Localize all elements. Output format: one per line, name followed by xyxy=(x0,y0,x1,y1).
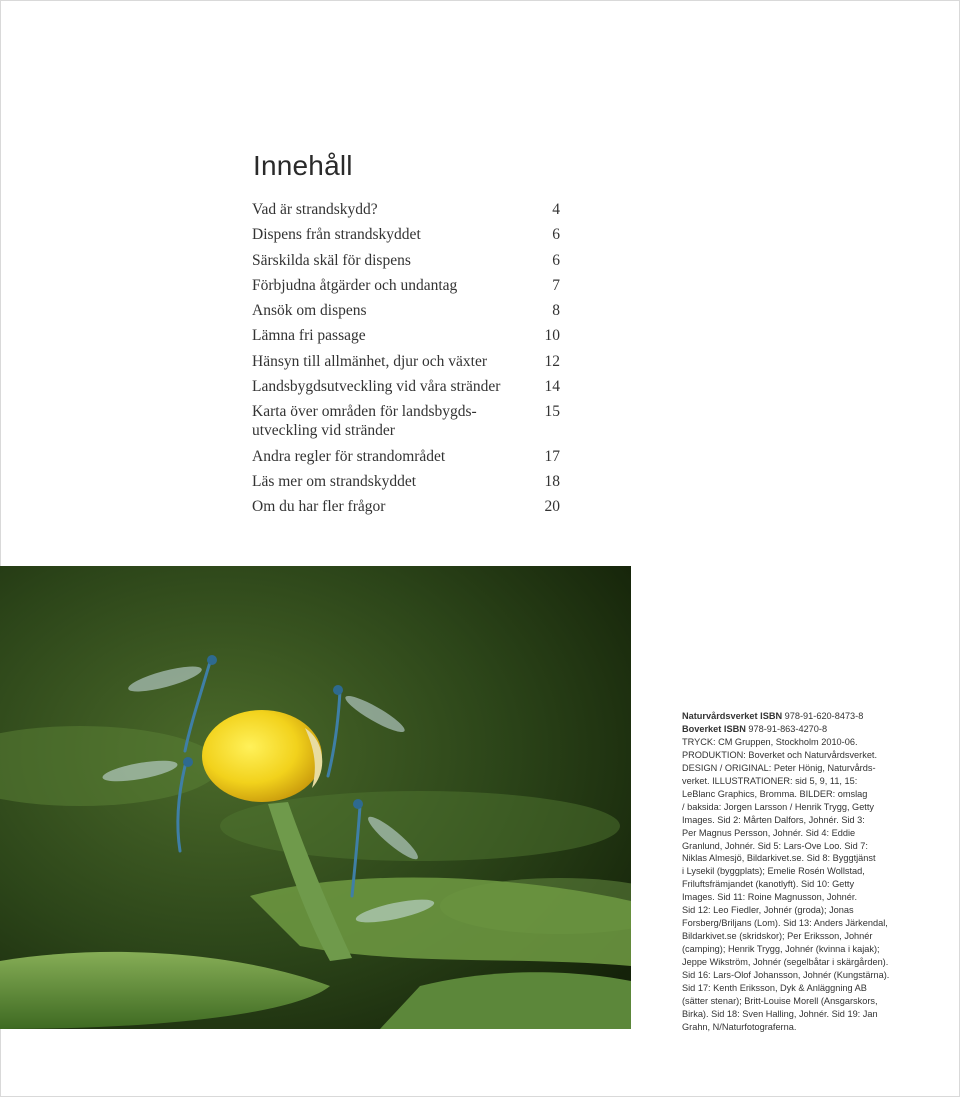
toc-entry-label: Förbjudna åtgärder och undantag xyxy=(252,276,458,294)
toc-entry-page: 8 xyxy=(552,302,560,320)
toc-entry-label: Särskilda skäl för dispens xyxy=(252,251,411,269)
credit-line: Sid 12: Leo Fiedler, Johnér (groda); Jonas xyxy=(682,905,854,916)
toc-entry[interactable] xyxy=(252,447,560,466)
credit-line: DESIGN / ORIGINAL: Peter Hönig, Naturvårds- xyxy=(682,762,876,773)
toc-entry-label: Vad är strandskydd? xyxy=(252,201,378,218)
toc-entry[interactable] xyxy=(252,225,560,244)
toc-entry[interactable] xyxy=(252,200,560,219)
toc-entry-label: Lämna fri passage xyxy=(252,327,366,345)
credit-line: TRYCK: CM Gruppen, Stockholm 2010-06. xyxy=(682,736,858,747)
toc-entry-page: 17 xyxy=(544,447,560,465)
credit-line: / baksida: Jorgen Larsson / Henrik Trygg, Getty xyxy=(682,801,875,812)
isbn-value: 978-91-863-4270-8 xyxy=(748,723,828,734)
credit-line: Per Magnus Persson, Johnér. Sid 4: Eddie xyxy=(682,827,856,838)
toc-entry[interactable] xyxy=(252,301,560,320)
isbn-line xyxy=(682,723,912,736)
toc-entry-page: 7 xyxy=(552,276,560,294)
toc-entry-page: 4 xyxy=(552,201,560,218)
toc-title: Innehåll xyxy=(253,150,353,181)
toc-entry-page: 15 xyxy=(544,403,560,421)
credit-line: Grahn, N/Naturfotograferna. xyxy=(682,1021,797,1032)
isbn-label: ISBN xyxy=(760,711,783,721)
isbn-line xyxy=(682,710,912,723)
credit-line: Niklas Almesjö, Bildarkivet.se. Sid 8: Byggtjänst xyxy=(682,853,876,864)
credit-line: PRODUKTION: Boverket och Naturvårdsverket. xyxy=(682,749,878,760)
credit-line: (camping); Henrik Trygg, Johnér (kvinna i kajak); xyxy=(682,944,880,955)
toc-entry-page: 12 xyxy=(544,352,560,370)
toc-entry-page: 14 xyxy=(544,378,560,396)
toc-entry-label: Dispens från strandskyddet xyxy=(252,226,421,244)
toc-entry-page: 6 xyxy=(552,251,560,269)
credit-line: Friluftsfrämjandet (kanotlyft). Sid 10: Getty xyxy=(682,879,855,890)
toc-entry[interactable] xyxy=(252,326,560,345)
credit-line: Bildarkivet.se (skridskor); Per Eriksson, Johnér xyxy=(682,931,873,942)
toc-entry[interactable] xyxy=(252,251,560,270)
credit-line: Images. Sid 2: Mårten Dalfors, Johnér. Sid 3: xyxy=(682,814,865,825)
isbn-label: ISBN xyxy=(723,723,746,734)
credit-line: LeBlanc Graphics, Bromma. BILDER: omslag xyxy=(682,788,868,799)
toc-entry-label: Karta över områden för landsbygds-utveckling vid stränder xyxy=(252,403,477,440)
credit-line: Sid 17: Kenth Eriksson, Dyk & Anläggning AB xyxy=(682,983,867,994)
toc-entry-page: 18 xyxy=(544,472,560,490)
toc-entry[interactable] xyxy=(252,377,560,396)
toc-entry[interactable] xyxy=(252,276,560,295)
toc-entry-page: 20 xyxy=(544,498,560,516)
credit-line: verket. ILLUSTRATIONER: sid 5, 9, 11, 15: xyxy=(682,775,858,786)
credit-line: Granlund, Johnér. Sid 5: Lars-Ove Loo. Sid 7: xyxy=(682,840,868,851)
credit-line: i Lysekil (byggplats); Emelie Rosén Wollstad, xyxy=(682,866,865,877)
credit-line: Images. Sid 11: Roine Magnusson, Johnér. xyxy=(682,892,858,903)
toc-entry-label: Andra regler för strandområdet xyxy=(252,447,446,465)
damselflies-waterlily-photo xyxy=(0,566,631,1029)
isbn-org: Boverket xyxy=(682,723,722,734)
table-of-contents xyxy=(252,200,560,523)
credit-line: (sätter stenar); Britt-Louise Morell (Ansgarskors, xyxy=(682,995,878,1006)
toc-entry-page: 6 xyxy=(552,226,560,244)
credit-line: Birka). Sid 18: Sven Halling, Johnér. Sid 19: Jan xyxy=(682,1008,878,1019)
toc-entry-label: Om du har fler frågor xyxy=(252,498,386,516)
toc-entry[interactable] xyxy=(252,352,560,371)
publication-credits xyxy=(682,710,912,1034)
credit-line: Sid 16: Lars-Olof Johansson, Johnér (Kungstärna). xyxy=(682,970,890,981)
toc-entry[interactable] xyxy=(252,472,560,491)
credit-line: Jeppe Wikström, Johnér (segelbåtar i skärgården). xyxy=(682,957,889,968)
isbn-value: 978-91-620-8473-8 xyxy=(784,711,864,721)
photo-illustration xyxy=(0,566,631,1029)
toc-entry-page: 10 xyxy=(544,327,560,345)
credit-line: Forsberg/Briljans (Lom). Sid 13: Anders Järkendal, xyxy=(682,918,888,929)
toc-entry-label: Hänsyn till allmänhet, djur och växter xyxy=(252,352,488,370)
toc-entry-label: Ansök om dispens xyxy=(252,302,367,320)
toc-entry-label: Landsbygdsutveckling vid våra stränder xyxy=(252,378,501,396)
isbn-org: Naturvårdsverket xyxy=(682,711,758,721)
toc-entry-label: Läs mer om strandskyddet xyxy=(252,472,417,490)
toc-entry[interactable] xyxy=(252,497,560,516)
toc-entry[interactable] xyxy=(252,402,560,440)
